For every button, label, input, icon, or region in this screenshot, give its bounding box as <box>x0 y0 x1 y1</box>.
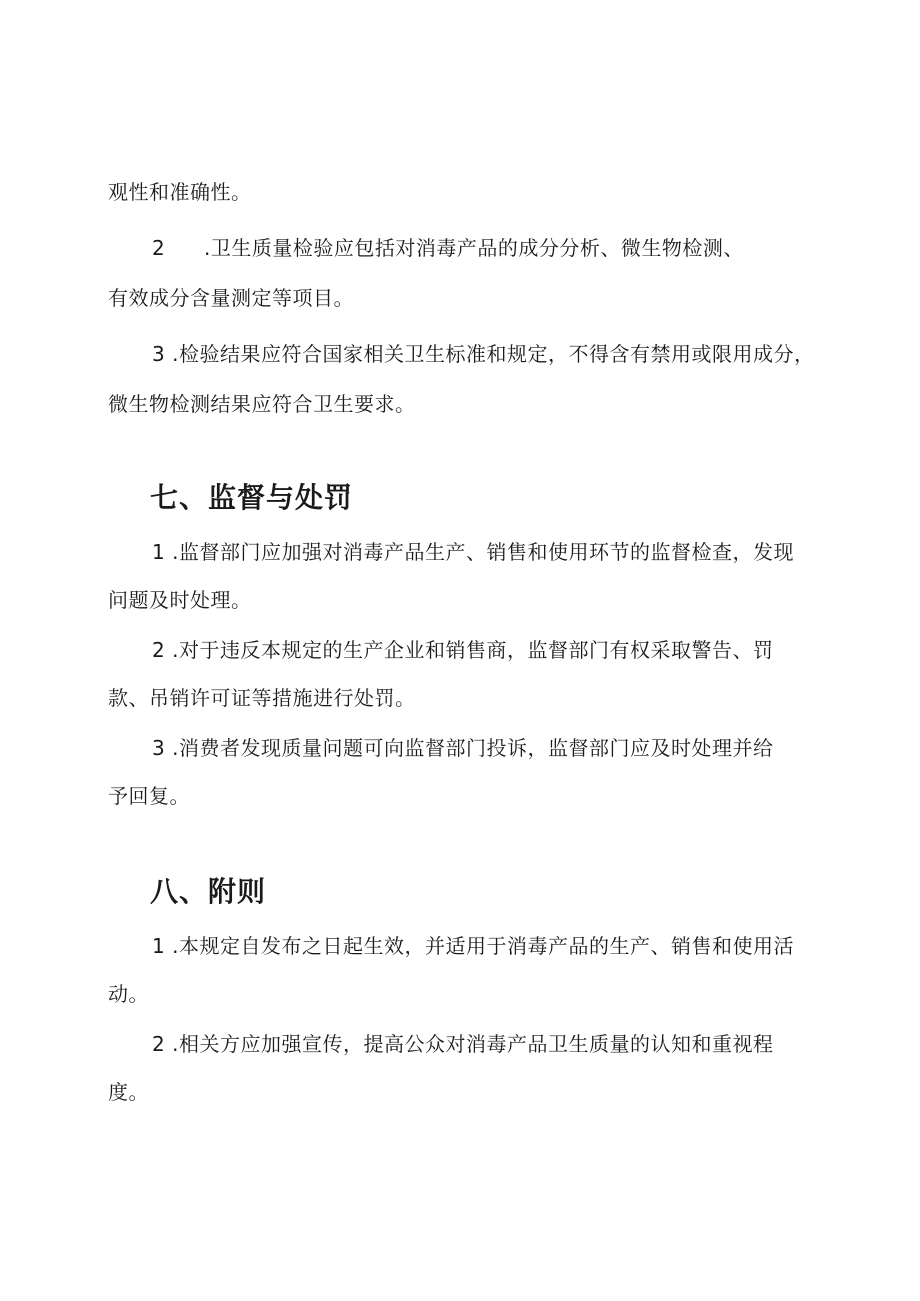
paragraph-line-wrap <box>108 390 416 418</box>
list-number: 3 <box>152 736 166 760</box>
paragraph-line: 予回复。 <box>108 784 190 808</box>
paragraph-continuation <box>108 178 252 206</box>
paragraph-line-wrap <box>108 684 416 712</box>
list-item-3 <box>152 734 773 762</box>
paragraph-line-wrap <box>108 980 149 1008</box>
section-heading: 七、监督与处罚 <box>150 481 354 514</box>
paragraph-line-wrap <box>108 586 252 614</box>
list-item-2 <box>152 636 773 664</box>
paragraph-line: 款、吊销许可证等措施进行处罚。 <box>108 686 416 710</box>
paragraph-line: .消费者发现质量问题可向监督部门投诉，监督部门应及时处理并给 <box>172 736 774 760</box>
list-item-2 <box>152 1030 773 1058</box>
list-item-1 <box>152 932 794 960</box>
list-number: 2 <box>152 638 166 662</box>
paragraph-line: .检验结果应符合国家相关卫生标准和规定，不得含有禁用或限用成分， <box>172 342 815 366</box>
paragraph-line: .卫生质量检验应包括对消毒产品的成分分析、微生物检测、 <box>204 236 744 260</box>
list-item-1 <box>152 538 794 566</box>
section-heading: 八、附则 <box>150 875 267 908</box>
paragraph-line: .本规定自发布之日起生效，并适用于消毒产品的生产、销售和使用活 <box>172 934 794 958</box>
paragraph-line: 有效成分含量测定等项目。 <box>108 286 354 310</box>
list-item-3 <box>152 340 814 368</box>
list-number: 1 <box>152 540 166 564</box>
list-number: 2 <box>152 236 166 260</box>
paragraph-line: 问题及时处理。 <box>108 588 252 612</box>
paragraph-line-wrap <box>108 284 354 312</box>
paragraph-line: .监督部门应加强对消毒产品生产、销售和使用环节的监督检查，发现 <box>172 540 794 564</box>
paragraph-line: .相关方应加强宣传，提高公众对消毒产品卫生质量的认知和重视程 <box>172 1032 774 1056</box>
paragraph-line: .对于违反本规定的生产企业和销售商，监督部门有权采取警告、罚 <box>172 638 774 662</box>
list-number: 2 <box>152 1032 166 1056</box>
list-number: 1 <box>152 934 166 958</box>
paragraph-line: 微生物检测结果应符合卫生要求。 <box>108 392 416 416</box>
paragraph-line: 度。 <box>108 1080 149 1104</box>
list-number: 3 <box>152 342 166 366</box>
list-item-2 <box>152 234 744 262</box>
paragraph-line-wrap <box>108 1078 149 1106</box>
paragraph-line: 观性和准确性。 <box>108 180 252 204</box>
paragraph-line-wrap <box>108 782 190 810</box>
paragraph-line: 动。 <box>108 982 149 1006</box>
